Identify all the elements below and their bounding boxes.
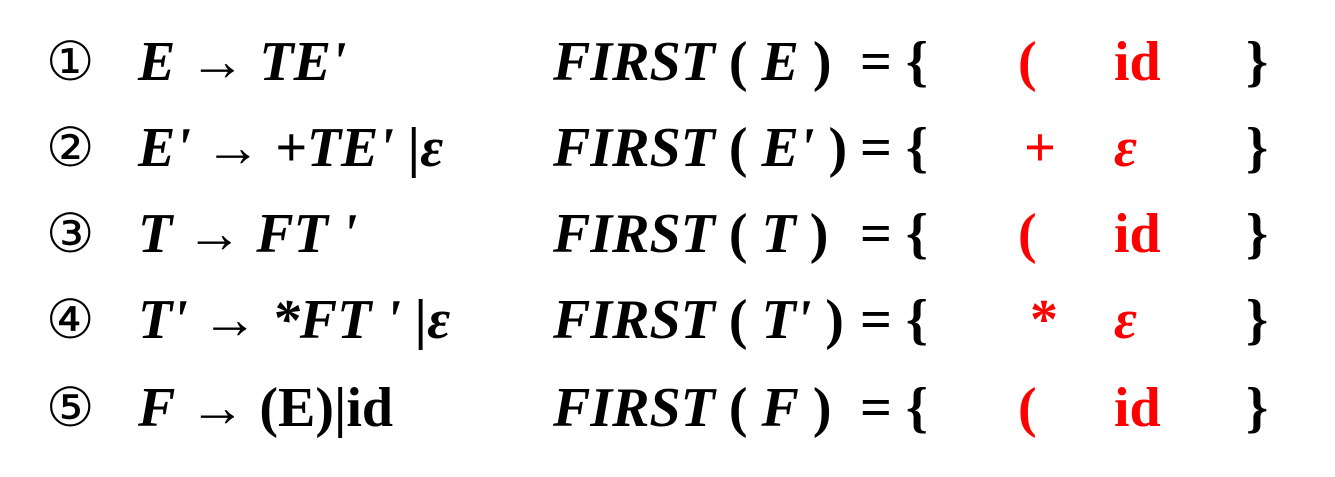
close-brace: } [1246, 289, 1269, 351]
equals-open-brace: = { [860, 203, 928, 265]
first-argument: F [761, 377, 799, 439]
first-close-paren: ) [825, 289, 844, 351]
first-argument: T [761, 203, 796, 265]
first-set-expression [553, 194, 828, 274]
first-close-paren: ) [812, 31, 832, 93]
first-symbol-1: * [1030, 289, 1058, 351]
rule-number: ① [46, 30, 95, 93]
close-brace: } [1246, 31, 1269, 93]
production-lhs: E [138, 31, 176, 93]
first-open-paren: ( [728, 117, 748, 179]
first-open-paren: ( [728, 203, 748, 265]
equals-open-brace: = { [860, 117, 928, 179]
first-argument: T' [761, 289, 812, 351]
equals-open-brace: = { [860, 377, 928, 439]
equals-open-brace: = { [860, 31, 928, 93]
grammar-row-5 [0, 368, 1335, 448]
first-close-paren: ) [812, 377, 832, 439]
production-arrow: → [189, 31, 246, 93]
first-open-paren: ( [728, 377, 748, 439]
first-label: FIRST [553, 117, 715, 179]
first-argument: E [761, 31, 799, 93]
epsilon-symbol: ε [1114, 117, 1137, 179]
grammar-row-2 [0, 108, 1335, 188]
first-set-expression [553, 368, 832, 448]
first-close-paren: ) [828, 117, 848, 179]
production-rhs: +TE' |ε [274, 117, 444, 179]
first-label: FIRST [553, 203, 715, 265]
first-open-paren: ( [728, 31, 748, 93]
production-rhs: TE' [259, 31, 347, 93]
production-arrow: → [201, 289, 258, 351]
first-label: FIRST [553, 31, 715, 93]
first-close-paren: ) [809, 203, 829, 265]
close-brace: } [1246, 377, 1269, 439]
production-lhs: T' [138, 289, 188, 351]
production-lhs: E' [138, 117, 191, 179]
production-rule [138, 368, 393, 448]
epsilon-symbol: ε [1114, 289, 1137, 351]
production-arrow: → [189, 377, 246, 439]
production-lhs: T [138, 203, 173, 265]
close-brace: } [1246, 117, 1269, 179]
production-lhs: F [138, 377, 176, 439]
rule-number: ⑤ [46, 376, 95, 439]
grammar-row-3 [0, 194, 1335, 274]
equals-open-brace: = { [860, 289, 928, 351]
first-symbol-1: + [1024, 117, 1056, 179]
first-symbol-1: ( [1018, 203, 1037, 265]
first-label: FIRST [553, 289, 715, 351]
first-set-expression [553, 280, 844, 360]
production-arrow: → [186, 203, 243, 265]
first-symbol-2: id [1114, 31, 1161, 93]
production-rule [138, 108, 443, 188]
first-symbol-1: ( [1018, 31, 1037, 93]
first-open-paren: ( [728, 289, 748, 351]
first-symbol-2: id [1114, 377, 1161, 439]
production-rhs: *FT ' |ε [271, 289, 451, 351]
first-symbol-2 [1114, 280, 1137, 360]
production-rhs: FT ' [256, 203, 358, 265]
first-set-expression [553, 108, 847, 188]
grammar-row-1 [0, 22, 1335, 102]
grammar-row-4 [0, 280, 1335, 360]
production-rule [138, 194, 357, 274]
first-symbol-2 [1114, 108, 1137, 188]
first-argument: E' [761, 117, 815, 179]
rule-number: ② [46, 116, 95, 179]
rule-number: ③ [46, 202, 95, 265]
first-symbol-1: ( [1018, 377, 1037, 439]
first-symbol-2: id [1114, 203, 1161, 265]
production-arrow: → [204, 117, 261, 179]
first-set-expression [553, 22, 832, 102]
rule-number: ④ [46, 288, 95, 351]
production-rhs: (E)|id [259, 377, 394, 439]
production-rule [138, 22, 346, 102]
first-label: FIRST [553, 377, 715, 439]
production-rule [138, 280, 450, 360]
close-brace: } [1246, 203, 1269, 265]
